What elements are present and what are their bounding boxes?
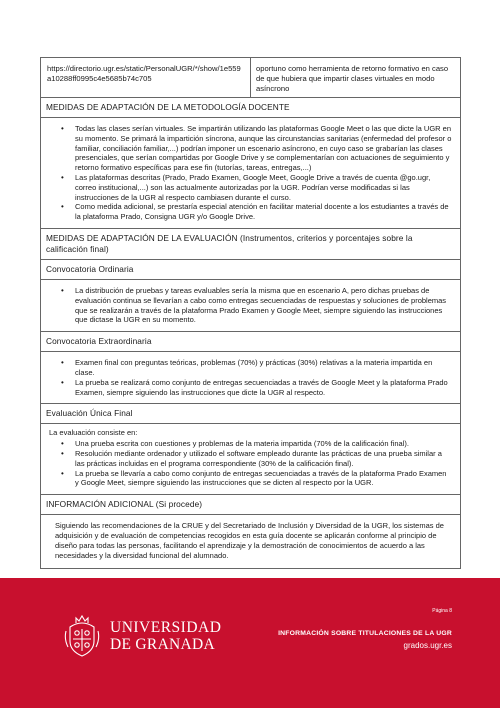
titulaciones-link[interactable]: INFORMACIÓN SOBRE TITULACIONES DE LA UGR (278, 630, 452, 637)
unica-body (40, 424, 461, 495)
unica-header: Evaluación Única Final (46, 408, 133, 419)
university-name-line1: UNIVERSIDAD (110, 619, 222, 636)
list-item: • Como medida adicional, se prestaría especial atención en facilitar material docente a los estudiantes a través de la plataforma Prado, Consigna UGR y/o Google Drive. (61, 202, 452, 222)
university-name-line2: DE GRANADA (110, 636, 216, 653)
unica-header-row (40, 404, 461, 424)
info-header-row (40, 495, 461, 515)
extraordinaria-list (49, 358, 452, 397)
ugr-crest-icon (62, 613, 102, 659)
grados-link[interactable]: grados.ugr.es (403, 641, 452, 650)
list-item: • Una prueba escrita con cuestiones y problemas de la materia impartida (70% de la calificación final). (61, 439, 452, 449)
extraordinaria-body (40, 352, 461, 404)
list-item: • Las plataformas descritas (Prado, Prado Examen, Google Meet, Google Drive a través de cuenta @go.ugr, correo institucional,...) son las actualmente autorizadas por la UGR. Podrían verse modificadas si las instrucciones de la UGR al respecto cambiasen durante el curso. (61, 173, 452, 202)
list-item: • Resolución mediante ordenador y utilizado el software empleado durante las prácticas de una prueba similar a las prácticas incluidas en el programa correspondiente (30% de la calificación final). (61, 449, 452, 469)
footer-band (0, 578, 500, 708)
ordinaria-header-row (40, 260, 461, 280)
list-item: • Todas las clases serían virtuales. Se impartirán utilizando las plataformas Google Meet o las que dicte la UGR en su momento. Se primará la impartición síncrona, aunque las circunstancias sanitarias (enfermedad del profesor o familiar, conciliación familiar,...) podrían imponer un escenario asíncrono, en cuyo caso se grabarían las clases presenciales, que serían compartidas por Google Drive y se complementarían con actuaciones de seguimiento y retorno formativo específicas para ese fin (tutorías, tareas, entregas,...) (61, 124, 452, 173)
extraordinaria-header: Convocatoria Extraordinaria (46, 336, 152, 347)
metodologia-header-row (40, 98, 461, 118)
guide-table (40, 57, 461, 569)
profile-url[interactable]: https://directorio.ugr.es/static/PersonalUGR/*/show/1e559a10288ff0995c4e5685b74c705 (41, 58, 251, 97)
unica-lead: La evaluación consiste en: (49, 428, 138, 438)
list-item: • La distribución de pruebas y tareas evaluables sería la misma que en escenario A, pero dichas pruebas de evaluación continua se llevarían a cabo como entregas secuenciadas de respuestas y soluciones de problemas que se realizarán a través de la plataforma Prado Examen y Google Meet, siempre siguiendo las instrucciones que dictase la UGR en su momento. (61, 286, 452, 325)
metodologia-list (49, 124, 452, 222)
info-body (40, 515, 461, 569)
university-name (110, 619, 221, 653)
ordinaria-body (40, 280, 461, 332)
evaluacion-header: MEDIDAS DE ADAPTACIÓN DE LA EVALUACIÓN (Instrumentos, criterios y porcentajes sobre la calificación final) (46, 232, 413, 254)
ordinaria-list (49, 286, 452, 325)
page-number: Página 8 (432, 608, 452, 614)
evaluacion-header-row (40, 229, 461, 260)
ugr-logo[interactable] (62, 613, 221, 659)
url-row (40, 57, 461, 98)
list-item: • Examen final con preguntas teóricas, problemas (70%) y prácticas (30%) relativas a la materia impartida en clase. (61, 358, 452, 378)
metodologia-header: MEDIDAS DE ADAPTACIÓN DE LA METODOLOGÍA DOCENTE (46, 102, 290, 112)
list-item: • La prueba se llevaría a cabo como conjunto de entregas secuenciadas a través de la plataforma Prado Examen y Google Meet, siempre siguiendo las instrucciones que se dicten al respecto por la UGR. (61, 469, 452, 489)
ordinaria-header: Convocatoria Ordinaria (46, 263, 134, 274)
unica-list (49, 439, 452, 488)
list-item: • La prueba se realizará como conjunto de entregas secuenciadas a través de Google Meet y la plataforma Prado Examen, siempre siguiendo las instrucciones que dicte la UGR al respecto. (61, 378, 452, 398)
metodologia-body (40, 118, 461, 229)
extraordinaria-header-row (40, 332, 461, 352)
url-note: oportuno como herramienta de retorno formativo en caso de que hubiera que impartir clases virtuales en modo asíncrono (256, 64, 449, 93)
info-header: INFORMACIÓN ADICIONAL (Si procede) (46, 499, 203, 510)
info-text: Siguiendo las recomendaciones de la CRUE y del Secretariado de Inclusión y Diversidad de la UGR, los sistemas de adquisición y de evaluación de competencias recogidos en esta guía docente se aplicarán conforme al principio de diseño para todas las personas, facilitando el aprendizaje y la demostración de conocimientos de acuerdo a las necesidades y la diversidad funcional del alumnado. (55, 521, 444, 560)
